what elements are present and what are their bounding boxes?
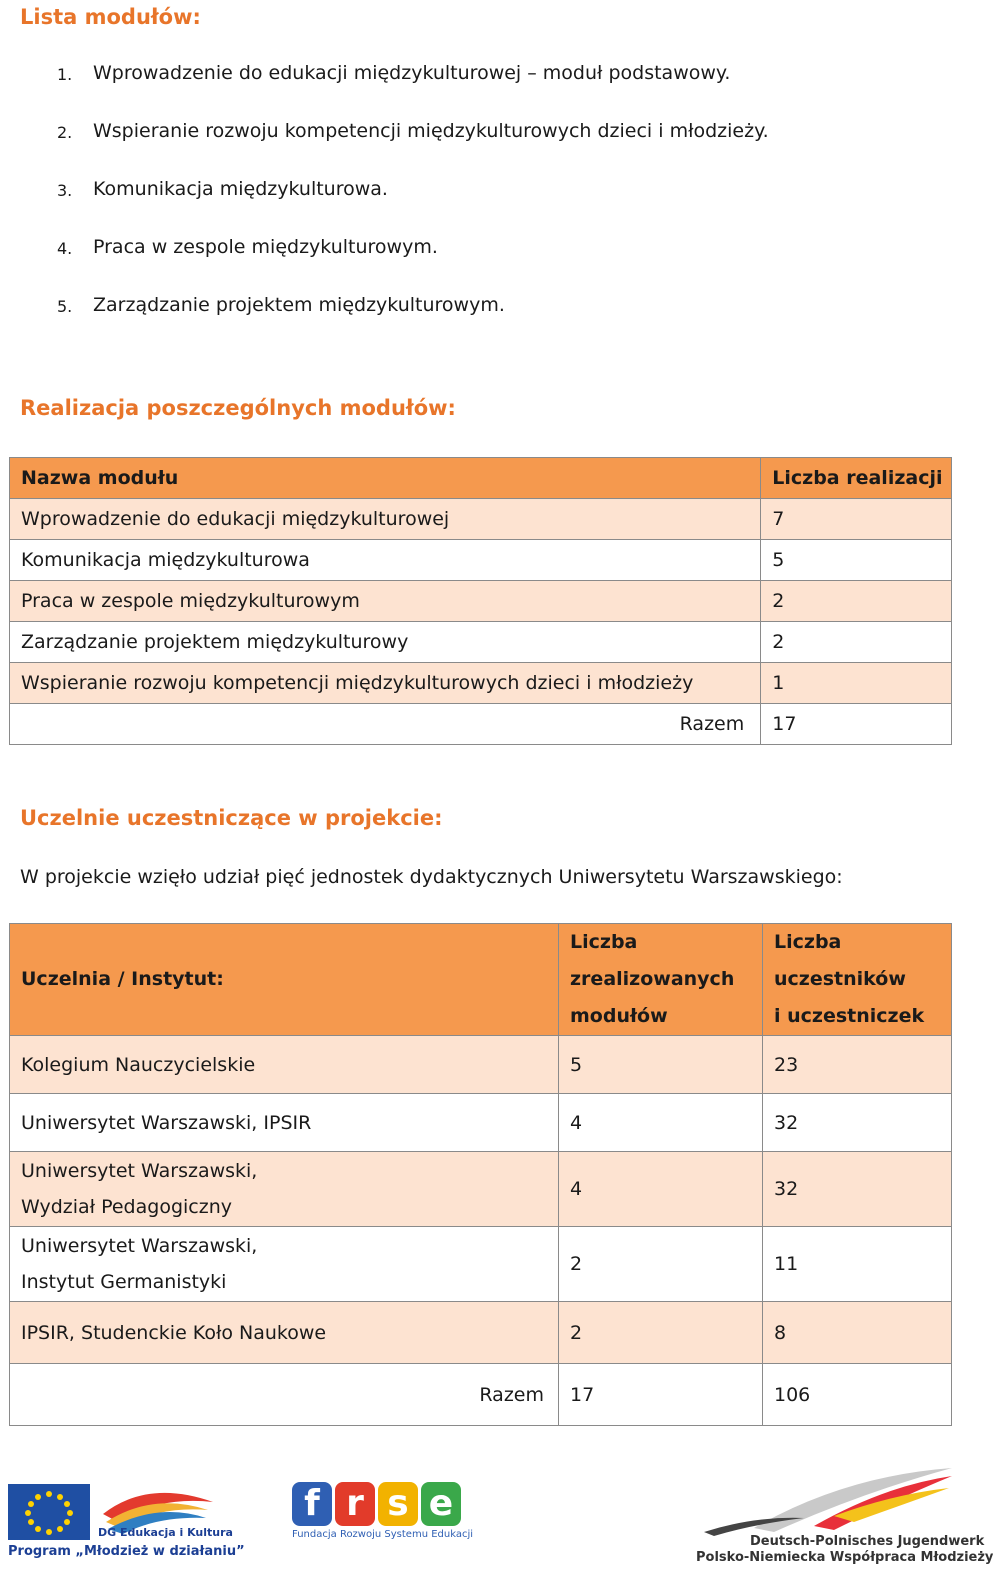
table-row	[10, 663, 952, 704]
frse-logo	[292, 1482, 474, 1544]
header-line: i uczestniczek	[774, 1005, 925, 1027]
header-participants	[763, 924, 952, 1036]
participants-cell: 23	[763, 1036, 952, 1094]
header-line: zrealizowanych	[570, 968, 735, 990]
list-item	[0, 120, 769, 178]
header-institution: Uczelnia / Instytut:	[10, 924, 559, 1036]
header-modules	[559, 924, 763, 1036]
list-number: 1.	[57, 65, 73, 84]
participants-cell: 11	[763, 1227, 952, 1302]
list-text: Zarządzanie projektem międzykulturowym.	[93, 294, 505, 316]
total-row	[10, 704, 952, 745]
module-name-cell: Praca w zespole międzykulturowym	[10, 581, 761, 622]
participants-cell: 32	[763, 1152, 952, 1227]
total-participants: 106	[763, 1364, 952, 1426]
institution-line: Uniwersytet Warszawski,	[21, 1235, 258, 1257]
header-line: Liczba	[570, 931, 638, 953]
modules-cell: 2	[559, 1227, 763, 1302]
table-row	[10, 622, 952, 663]
table-header-row	[10, 458, 952, 499]
module-name-cell: Zarządzanie projektem międzykulturowy	[10, 622, 761, 663]
frse-letter-icon: s	[378, 1482, 418, 1526]
realization-table	[9, 457, 952, 745]
list-item	[0, 62, 769, 120]
institution-cell: IPSIR, Studenckie Koło Naukowe	[10, 1302, 559, 1364]
participants-cell: 8	[763, 1302, 952, 1364]
table-row	[10, 1302, 952, 1364]
institution-cell	[10, 1227, 559, 1302]
institution-cell: Uniwersytet Warszawski, IPSIR	[10, 1094, 559, 1152]
frse-letter-icon: r	[335, 1482, 375, 1526]
table-row	[10, 1036, 952, 1094]
table-row	[10, 581, 952, 622]
module-name-cell: Wprowadzenie do edukacji międzykulturowej	[10, 499, 761, 540]
list-item	[0, 236, 769, 294]
list-text: Komunikacja międzykulturowa.	[93, 178, 388, 200]
universities-table	[9, 923, 952, 1426]
table-row	[10, 1227, 952, 1302]
table-row	[10, 499, 952, 540]
total-label: Razem	[10, 1364, 559, 1426]
count-cell: 7	[761, 499, 952, 540]
module-name-cell: Wspieranie rozwoju kompetencji międzykulturowych dzieci i młodzieży	[10, 663, 761, 704]
frse-letters	[292, 1482, 467, 1528]
frse-caption: Fundacja Rozwoju Systemu Edukacji	[292, 1529, 474, 1540]
header-module-name: Nazwa modułu	[10, 458, 761, 499]
institution-line: Uniwersytet Warszawski,	[21, 1160, 258, 1182]
universities-intro: W projekcie wzięło udział pięć jednostek dydaktycznych Uniwersytetu Warszawskiego:	[20, 866, 843, 888]
list-number: 4.	[57, 239, 73, 258]
module-list	[0, 62, 769, 352]
eu-youth-logo	[8, 1484, 245, 1564]
modules-cell: 4	[559, 1094, 763, 1152]
list-item	[0, 178, 769, 236]
dpjw-caption-line: Deutsch-Polnisches Jugendwerk	[750, 1534, 985, 1549]
header-count: Liczba realizacji	[761, 458, 952, 499]
total-row	[10, 1364, 952, 1426]
count-cell: 2	[761, 581, 952, 622]
count-cell: 1	[761, 663, 952, 704]
header-line: Liczba	[774, 931, 842, 953]
total-label: Razem	[10, 704, 761, 745]
dpjw-logo	[694, 1466, 993, 1566]
list-text: Praca w zespole międzykulturowym.	[93, 236, 438, 258]
modules-cell: 5	[559, 1036, 763, 1094]
table-row	[10, 1152, 952, 1227]
list-text: Wspieranie rozwoju kompetencji międzykulturowych dzieci i młodzieży.	[93, 120, 769, 142]
header-line: uczestników	[774, 968, 906, 990]
eu-caption-line: DG Edukacja i Kultura	[98, 1526, 233, 1539]
frse-letter-icon: f	[292, 1482, 332, 1526]
dpjw-swoosh-icon	[694, 1466, 954, 1536]
list-number: 5.	[57, 297, 73, 316]
table-header-row	[10, 924, 952, 1036]
realization-heading: Realizacja poszczególnych modułów:	[20, 396, 456, 420]
total-value: 17	[761, 704, 952, 745]
universities-heading: Uczelnie uczestniczące w projekcie:	[20, 806, 443, 830]
total-modules: 17	[559, 1364, 763, 1426]
list-number: 2.	[57, 123, 73, 142]
institution-line: Instytut Germanistyki	[21, 1271, 227, 1293]
list-number: 3.	[57, 181, 73, 200]
count-cell: 5	[761, 540, 952, 581]
institution-cell: Kolegium Nauczycielskie	[10, 1036, 559, 1094]
modules-cell: 4	[559, 1152, 763, 1227]
module-name-cell: Komunikacja międzykulturowa	[10, 540, 761, 581]
table-row	[10, 1094, 952, 1152]
list-text: Wprowadzenie do edukacji międzykulturowej – moduł podstawowy.	[93, 62, 731, 84]
modules-cell: 2	[559, 1302, 763, 1364]
participants-cell: 32	[763, 1094, 952, 1152]
count-cell: 2	[761, 622, 952, 663]
list-item	[0, 294, 769, 352]
table-row	[10, 540, 952, 581]
eu-caption-line: Program „Młodzież w działaniu”	[8, 1544, 245, 1559]
modules-heading: Lista modułów:	[20, 5, 201, 29]
institution-cell	[10, 1152, 559, 1227]
frse-letter-icon: e	[421, 1482, 461, 1526]
header-line: modułów	[570, 1005, 668, 1027]
institution-line: Wydział Pedagogiczny	[21, 1196, 232, 1218]
dpjw-caption-line: Polsko-Niemiecka Współpraca Młodzieży	[696, 1550, 993, 1565]
